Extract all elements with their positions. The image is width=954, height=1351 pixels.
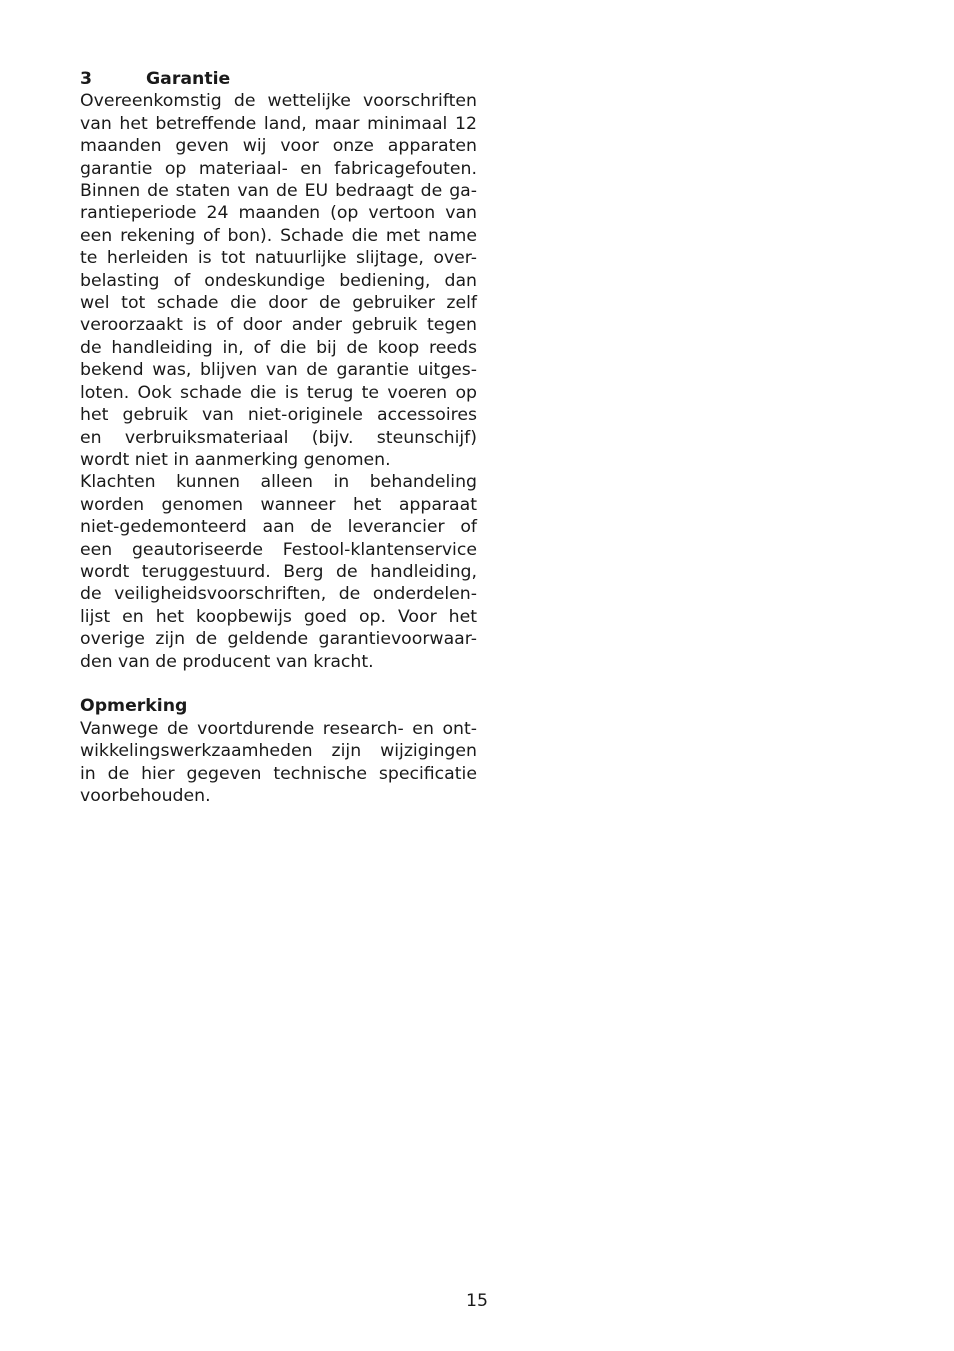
text-line: wordt teruggestuurd. Berg de handleiding,	[80, 561, 477, 582]
note-heading: Opmerking	[80, 696, 188, 717]
text-line: den van de producent van kracht.	[80, 651, 374, 672]
text-line: overige zijn de geldende garantievoorwaar-	[80, 629, 477, 650]
text-column	[80, 68, 477, 807]
text-line: rantieperiode 24 maanden (op vertoon van	[80, 203, 477, 224]
text-line: wel tot schade die door de gebruiker zelf	[80, 293, 477, 314]
text-line: garantie op materiaal- en fabricagefouten.	[80, 158, 477, 179]
text-line: voorbehouden.	[80, 785, 211, 806]
warranty-paragraph-2	[80, 471, 477, 673]
text-line: niet-gedemonteerd aan de leverancier of	[80, 517, 477, 538]
section-number: 3	[80, 69, 93, 89]
text-line: Binnen de staten van de EU bedraagt de ga-	[80, 181, 477, 202]
text-line: de veiligheidsvoorschriften, de onderdelen-	[80, 584, 477, 605]
text-line: de handleiding in, of die bij de koop reeds	[80, 337, 477, 358]
text-line: maanden geven wij voor onze apparaten	[80, 136, 477, 157]
text-line: van het betreffende land, maar minimaal 12	[80, 113, 477, 134]
text-line: in de hier gegeven technische specificatie	[80, 763, 477, 784]
text-line: het gebruik van niet-originele accessoires	[80, 405, 477, 426]
text-line: wikkelingswerkzaamheden zijn wijzigingen	[80, 741, 477, 762]
text-line: bekend was, blijven van de garantie uitges-	[80, 360, 477, 381]
page-number: 15	[466, 1291, 488, 1311]
warranty-paragraph-1	[80, 90, 477, 471]
text-line: Overeenkomstig de wettelijke voorschriften	[80, 91, 477, 112]
text-line: te herleiden is tot natuurlijke slijtage, over-	[80, 248, 477, 269]
text-line: een geautoriseerde Festool-klantenservice	[80, 539, 477, 560]
text-line: lijst en het koopbewijs goed op. Voor het	[80, 606, 477, 627]
section-title: Garantie	[146, 69, 231, 89]
text-line: veroorzaakt is of door ander gebruik tegen	[80, 315, 477, 336]
paragraph-gap	[80, 673, 477, 695]
text-line: wordt niet in aanmerking genomen.	[80, 449, 391, 470]
text-line: Vanwege de voortdurende research- en ont-	[80, 718, 477, 739]
section-heading	[80, 68, 477, 90]
text-line: Klachten kunnen alleen in behandeling	[80, 472, 477, 493]
text-line: belasting of ondeskundige bediening, dan	[80, 270, 477, 291]
text-line: een rekening of bon). Schade die met name	[80, 225, 477, 246]
text-line: worden genomen wanneer het apparaat	[80, 494, 477, 515]
note-paragraph	[80, 718, 477, 808]
text-line: en verbruiksmateriaal (bijv. steunschijf)	[80, 427, 477, 448]
text-line: loten. Ook schade die is terug te voeren op	[80, 382, 477, 403]
